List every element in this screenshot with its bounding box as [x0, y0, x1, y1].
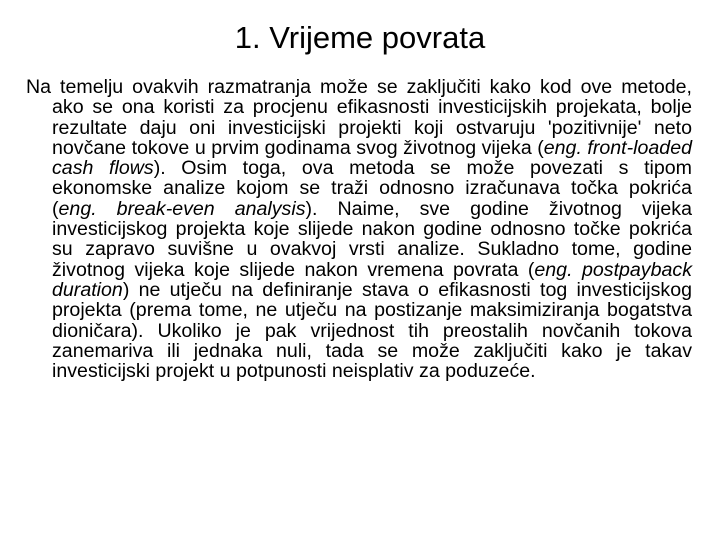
body-text-segment: ) ne utječu na definiranje stava o efikasnosti tog investicijskog projekta (prema tome, ne utječu na postizanje maksimiziranja bogatstva dioničara). Ukoliko je pak vrijednost tih preostalih novčanih tokova zanemariva ili jednaka nuli, tada se može zaključiti kako je takav investicijski projekt u potpunosti neisplativ za poduzeće. — [52, 278, 692, 383]
body-paragraph — [26, 77, 692, 381]
slide-title: 1. Vrijeme povrata — [234, 20, 486, 55]
body-text-segment: ). Naime, sve godine životnog vijeka investicijskog projekta koje slijede nakon godine odnosno točke pokrića su zapravo suvišne u ovakvoj vrsti analize. Sukladno tome, godine životnog vijeka koje slijede nakon vremena povrata ( — [52, 197, 693, 281]
body-text-segment: ). Osim toga, ova metoda se može povezati s tipom ekonomske analize kojom se traži odnosno izračunava točka pokrića ( — [52, 157, 692, 220]
body-text-segment: Na temelju ovakvih razmatranja može se zaključiti kako kod ove metode, ako se ona koristi za procjenu efikasnosti investicijskih projekata, bolje rezultate daju oni investicijski projekti koji ostvaruju 'pozitivnije' neto novčane tokove u prvim godinama svog životnog vijeka ( — [26, 76, 692, 159]
body-text-italic-term: eng. front-loaded cash flows — [52, 136, 692, 180]
body-text-italic-term: eng. postpayback duration — [52, 258, 692, 301]
body-text-italic-term: eng. break-even analysis — [58, 197, 306, 220]
